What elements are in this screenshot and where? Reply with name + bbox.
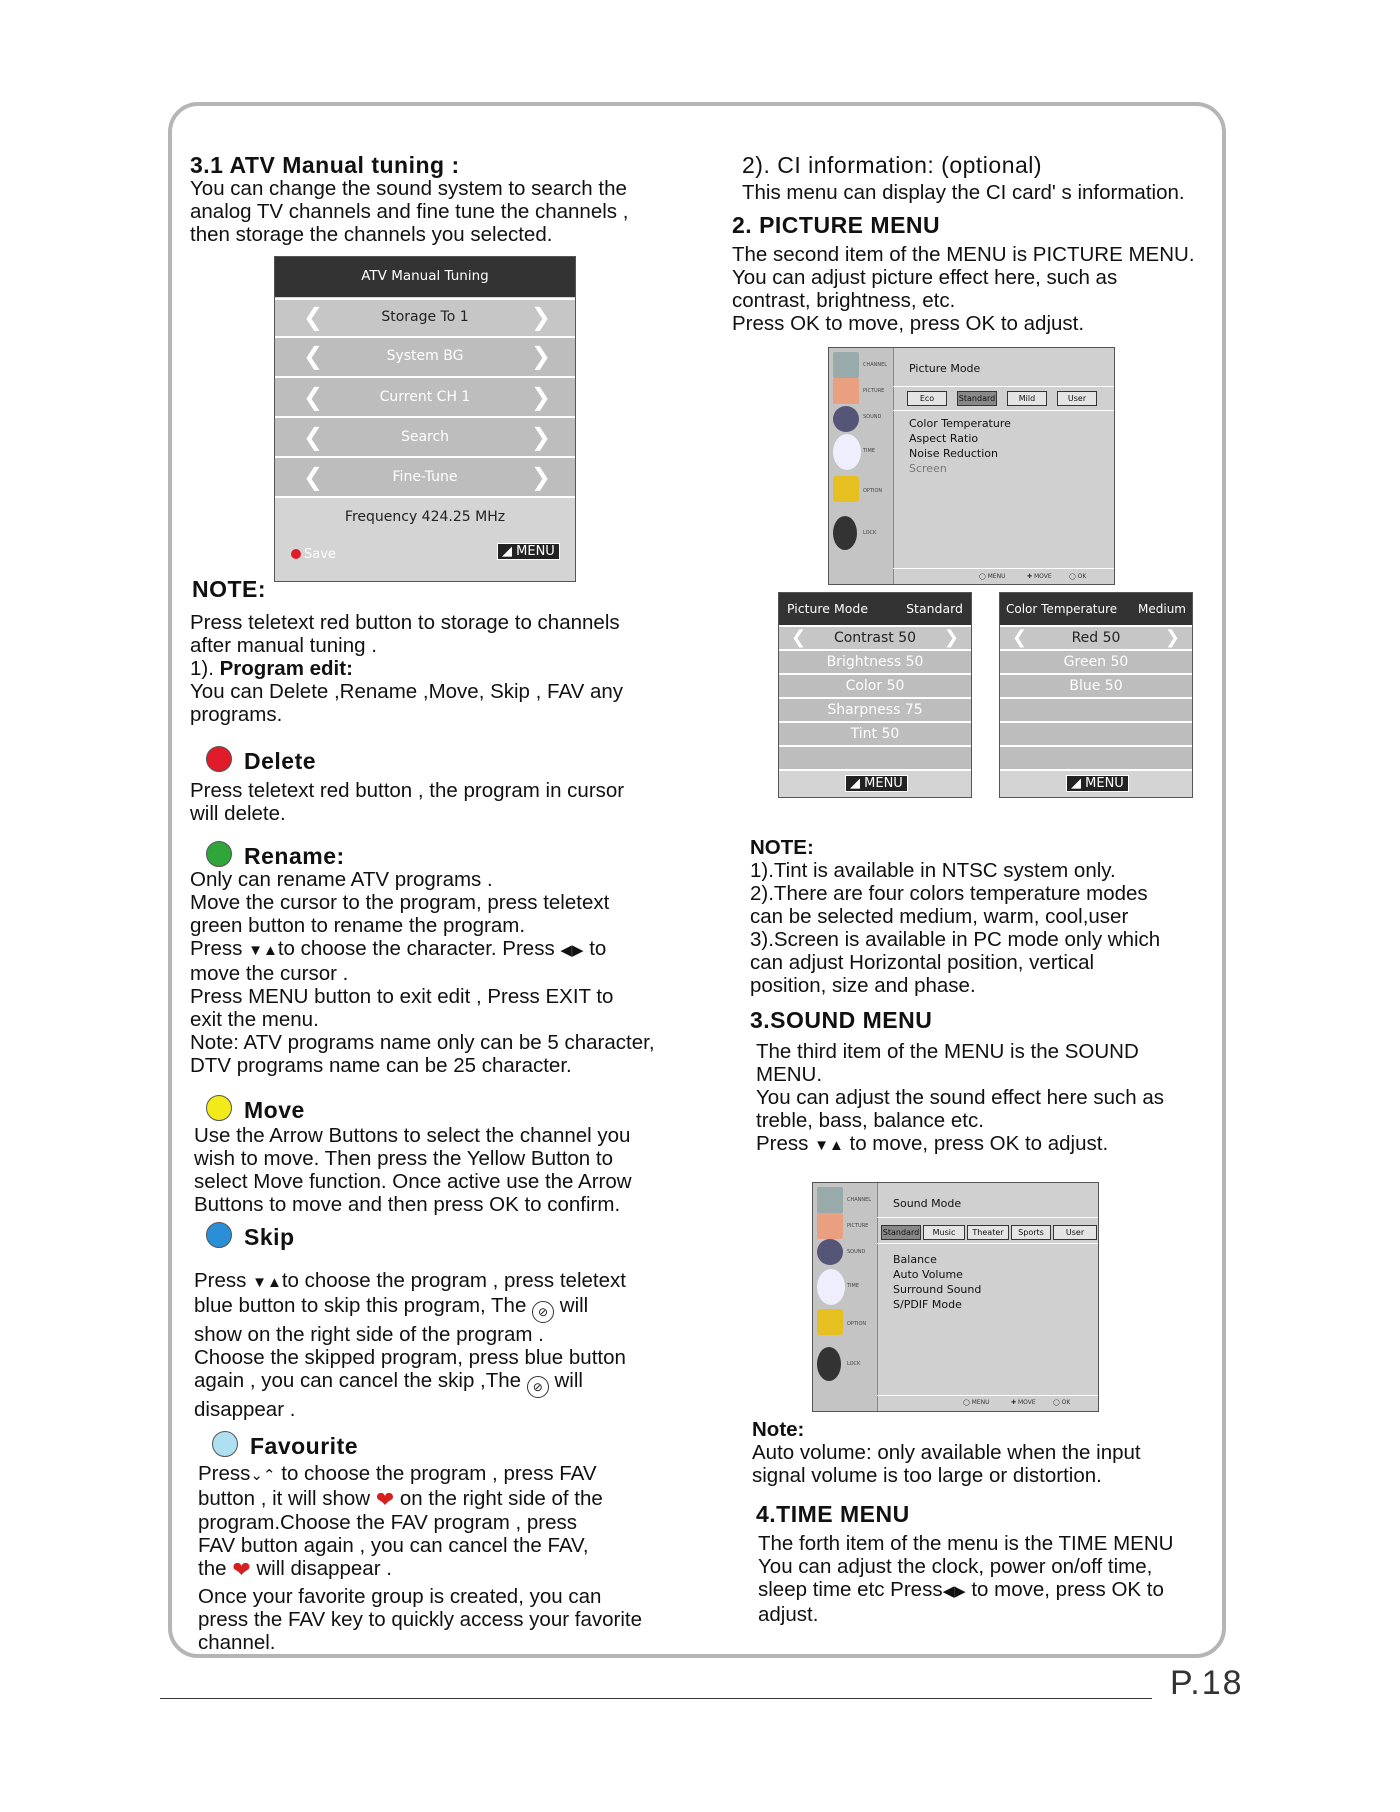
program-edit: 1). Program edit: — [190, 657, 353, 680]
delete-heading: Delete — [206, 746, 710, 773]
skip-icon: ⊘ — [527, 1376, 549, 1398]
time-icon[interactable] — [817, 1269, 845, 1305]
picture-osd — [828, 347, 1115, 585]
right-column-top — [732, 154, 1212, 335]
ct-value: Medium — [1138, 602, 1186, 616]
move-heading: Move — [206, 1095, 710, 1122]
left-notes — [190, 578, 710, 1654]
osd-noise-reduction[interactable]: Noise Reduction — [909, 447, 998, 460]
time-text: The forth item of the menu is the TIME MENU You can adjust the clock, power on/off time, sleep time etc Press◀▶ to move, press OK to adjust. — [758, 1532, 1174, 1626]
atv-frequency: Frequency 424.25 MHz — [344, 509, 506, 525]
picture-text: The second item of the MENU is PICTURE MENU. You can adjust picture effect here, such as contrast, brightness, etc. Press OK to move, press OK to adjust. — [732, 243, 1195, 335]
ct-row-red[interactable]: ❮ Red 50 ❯ — [1000, 625, 1192, 649]
atv-row-storage[interactable]: ❮ Storage To 1 ❯ — [275, 298, 575, 336]
ci-text: This menu can display the CI card' s information. — [742, 181, 1185, 204]
option-icon[interactable] — [833, 476, 859, 502]
channel-icon[interactable] — [817, 1187, 843, 1213]
skip-heading: Skip — [206, 1222, 710, 1249]
osd-foot-menu: ◯ MENU — [963, 1399, 990, 1406]
blue-circle-icon — [206, 1222, 232, 1248]
osd-foot-ok: ◯ OK — [1053, 1399, 1071, 1406]
lock-icon[interactable] — [833, 516, 857, 550]
down-up-arrow-icon: ▼▲ — [814, 1137, 844, 1154]
osd-screen[interactable]: Screen — [909, 462, 947, 475]
pm-row-sharpness[interactable]: Sharpness 75 — [779, 697, 971, 721]
yellow-circle-icon — [206, 1095, 232, 1121]
atv-row-search[interactable]: ❮ Search ❯ — [275, 416, 575, 456]
lock-icon[interactable] — [817, 1347, 841, 1381]
left-right-arrow-icon: ◀▶ — [560, 942, 584, 959]
atv-menu-title: ATV Manual Tuning — [275, 257, 575, 297]
osd-sidebar: CHANNEL PICTURE SOUND TIME OPTION LOCK — [829, 348, 894, 584]
atv-heading: 3.1 ATV Manual tuning : — [190, 152, 460, 178]
osd-picture-mode: Picture Mode — [909, 362, 981, 375]
red-circle-icon — [206, 746, 232, 772]
sound-icon[interactable] — [833, 406, 859, 432]
rename-text: Only can rename ATV programs . Move the cursor to the program, press teletext green button to rename the program. Press ▼▲to choose the character. Press ◀▶ to move the cursor . Press MENU button to exit edit , Press EXIT to exit the menu. Note: ATV programs name only can be 5 character, DTV programs name can be 25 character. — [190, 868, 655, 1077]
right-bottom: Note: Auto volume: only available when the input signal volume is too large or distortion. 4.TIME MENU The forth item of the menu is the TIME MENU You can adjust the clock, power on/off time, sleep time etc Press◀▶ to move, press OK to adjust. — [752, 1418, 1212, 1626]
osd-surround-sound[interactable]: Surround Sound — [893, 1283, 982, 1296]
pm-row-contrast[interactable]: ❮ Contrast 50 ❯ — [779, 625, 971, 649]
rename-heading: Rename: — [206, 841, 710, 868]
pm-row-tint[interactable]: Tint 50 — [779, 721, 971, 745]
osd-sidebar: CHANNEL PICTURE SOUND TIME OPTION LOCK — [813, 1183, 878, 1411]
ct-row-empty — [1000, 721, 1192, 745]
time-icon[interactable] — [833, 434, 861, 470]
down-up-chevron-icon: ⌄⌃ — [250, 1467, 276, 1484]
atv-row-current-ch[interactable]: ❮ Current CH 1 ❯ — [275, 376, 575, 416]
ct-row-empty — [1000, 745, 1192, 769]
heart-icon: ❤ — [232, 1557, 251, 1582]
osd-color-temperature[interactable]: Color Temperature — [909, 417, 1011, 430]
footer-rule — [160, 1698, 1152, 1699]
channel-icon[interactable] — [833, 352, 859, 378]
osd-balance[interactable]: Balance — [893, 1253, 937, 1266]
atv-manual-tuning-menu — [274, 256, 576, 582]
osd-foot-move: ✚ MOVE — [1027, 573, 1052, 580]
atv-menu-button[interactable]: ◢ MENU — [497, 543, 560, 560]
menu-icon: ◢ — [502, 544, 512, 559]
color-temperature-menu — [999, 592, 1193, 798]
green-circle-icon — [206, 841, 232, 867]
right-notes: NOTE: 1).Tint is available in NTSC system only. 2).There are four colors temperature modes can be selected medium, warm, cool,user 3).Screen is available in PC mode only which can adjust Horizontal position, vertical position, size and phase. 3.SOUND MENU The third item of the MENU is the SOUND MENU. You can adjust the sound effect here such as treble, bass, balance etc. Press ▼▲ to move, press OK to adjust. — [750, 836, 1210, 1157]
menu-icon: ◢ — [1071, 776, 1081, 791]
note-heading: NOTE: — [192, 576, 267, 602]
osd-spdif-mode[interactable]: S/PDIF Mode — [893, 1298, 962, 1311]
atv-text: You can change the sound system to search the analog TV channels and fine tune the channels , then storage the channels you selected. — [190, 177, 629, 246]
osd-foot-ok: ◯ OK — [1069, 573, 1087, 580]
page-number: P.18 — [1170, 1664, 1244, 1702]
sound-heading: 3.SOUND MENU — [750, 1007, 933, 1033]
osd-aspect-ratio[interactable]: Aspect Ratio — [909, 432, 979, 445]
ct-title: Color Temperature — [1006, 602, 1118, 616]
picture-icon[interactable] — [833, 378, 859, 404]
sound-icon[interactable] — [817, 1239, 843, 1265]
favourite-heading: Favourite — [212, 1431, 710, 1458]
left-column — [190, 154, 690, 246]
note-text: Press teletext red button to storage to channels after manual tuning . — [190, 611, 620, 657]
pm-menu-button[interactable]: ◢ MENU — [845, 775, 908, 792]
chip-eco[interactable]: Eco — [907, 391, 947, 406]
pm-row-brightness[interactable]: Brightness 50 — [779, 649, 971, 673]
picture-icon[interactable] — [817, 1213, 843, 1239]
chip-sports[interactable]: Sports — [1011, 1225, 1051, 1240]
atv-save[interactable]: Save — [291, 547, 336, 562]
chip-standard[interactable]: Standard — [881, 1225, 921, 1240]
time-heading: 4.TIME MENU — [756, 1501, 910, 1527]
chip-theater[interactable]: Theater — [967, 1225, 1009, 1240]
red-dot-icon — [291, 549, 301, 559]
ct-menu-button[interactable]: ◢ MENU — [1066, 775, 1129, 792]
ci-heading: 2). CI information: (optional) — [742, 152, 1043, 178]
osd-foot-move: ✚ MOVE — [1011, 1399, 1036, 1406]
osd-foot-menu: ◯ MENU — [979, 573, 1006, 580]
skip-icon: ⊘ — [532, 1301, 554, 1323]
chip-mild[interactable]: Mild — [1007, 391, 1047, 406]
program-edit-text: You can Delete ,Rename ,Move, Skip , FAV any programs. — [190, 680, 624, 726]
option-icon[interactable] — [817, 1309, 843, 1335]
pm-row-color[interactable]: Color 50 — [779, 673, 971, 697]
heart-icon: ❤ — [375, 1487, 395, 1512]
picture-mode-menu — [778, 592, 972, 798]
pm-title: Picture Mode — [787, 601, 869, 616]
delete-text: Press teletext red button , the program in cursor will delete. — [190, 779, 625, 825]
sound-osd — [812, 1182, 1099, 1412]
right-note-heading: NOTE: — [750, 836, 814, 859]
ct-row-empty — [1000, 697, 1192, 721]
pm-row-empty — [779, 745, 971, 769]
skip-text: Press ▼▲to choose the program , press teletext blue button to skip this program, The ⊘ will show on the right side of the program . Choose the skipped program, press blue button again , you can cancel the skip ,The ⊘ will disappear . — [194, 1269, 626, 1421]
favourite-text: Press⌄⌃ to choose the program , press FAV button , it will show ❤ on the right side of the program.Choose the FAV program , press FAV button again , you can cancel the FAV, the ❤ will disappear . Once your favorite group is created, you can press the FAV key to quickly access your favorite channel. — [198, 1462, 642, 1654]
chip-standard[interactable]: Standard — [957, 391, 997, 406]
down-up-arrow-icon: ▼▲ — [252, 1274, 282, 1291]
left-right-arrow-icon: ◀▶ — [942, 1583, 966, 1600]
chip-user[interactable]: User — [1057, 391, 1097, 406]
atv-row-fine-tune[interactable]: ❮ Fine-Tune ❯ — [275, 456, 575, 496]
light-blue-circle-icon — [212, 1431, 238, 1457]
ct-row-blue[interactable]: Blue 50 — [1000, 673, 1192, 697]
picture-heading: 2. PICTURE MENU — [732, 212, 941, 238]
move-text: Use the Arrow Buttons to select the channel you wish to move. Then press the Yellow Button to select Move function. Once active use the Arrow Buttons to move and then press OK to confirm. — [194, 1124, 632, 1216]
ct-row-green[interactable]: Green 50 — [1000, 649, 1192, 673]
chip-user[interactable]: User — [1053, 1225, 1097, 1240]
menu-icon: ◢ — [850, 776, 860, 791]
chip-music[interactable]: Music — [923, 1225, 965, 1240]
atv-row-system[interactable]: ❮ System BG ❯ — [275, 336, 575, 376]
down-up-arrow-icon: ▼▲ — [248, 942, 278, 959]
note2-heading: Note: — [752, 1418, 805, 1441]
pm-value: Standard — [906, 601, 963, 616]
osd-auto-volume[interactable]: Auto Volume — [893, 1268, 963, 1281]
sound-text: The third item of the MENU is the SOUND MENU. You can adjust the sound effect here such as treble, bass, balance etc. Press ▼▲ to move, press OK to adjust. — [756, 1040, 1165, 1155]
osd-sound-mode: Sound Mode — [893, 1197, 962, 1210]
